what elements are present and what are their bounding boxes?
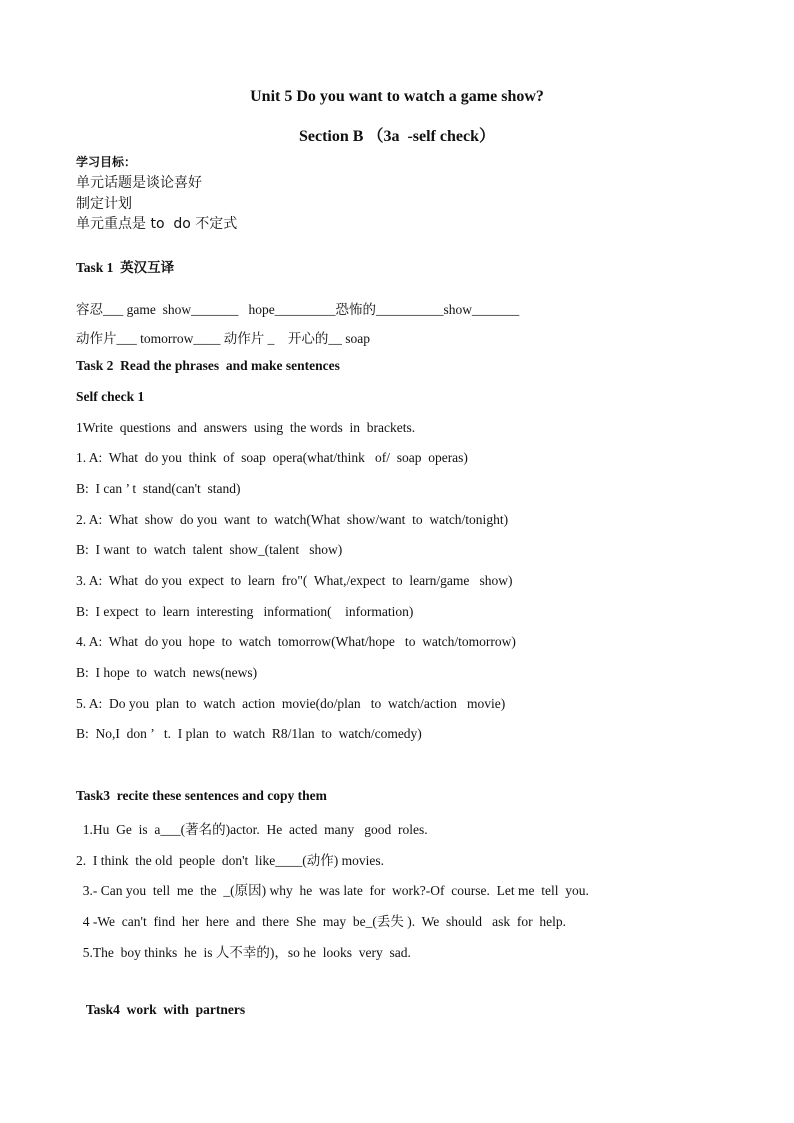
task3-heading: Task3 recite these sentences and copy them bbox=[76, 788, 327, 803]
goal-item: 制定计划 bbox=[76, 196, 132, 212]
goal-item: 单元话题是谈论喜好 bbox=[76, 175, 202, 191]
self-check-line: B: I can ’ t stand(can't stand) bbox=[76, 481, 241, 496]
task2-heading: Task 2 Read the phrases and make sentences bbox=[76, 358, 340, 373]
self-check-line: B: I want to watch talent show_(talent show) bbox=[76, 542, 343, 557]
task1-line: 动作片___ tomorrow____ 动作片 _ 开心的__ soap bbox=[76, 331, 370, 346]
section-subtitle: Section B （3a -self check） bbox=[299, 128, 495, 145]
task1-heading: Task 1 英汉互译 bbox=[76, 260, 175, 275]
self-check-line: 2. A: What show do you want to watch(What show/want to watch/tonight) bbox=[76, 512, 509, 527]
self-check-line: 1. A: What do you think of soap opera(what/think of/ soap operas) bbox=[76, 450, 468, 465]
task3-line: 3.- Can you tell me the _(原因) why he was late for work?-Of course. Let me tell you. bbox=[76, 883, 589, 898]
task4-heading: Task4 work with partners bbox=[76, 1002, 246, 1017]
self-check-line: 4. A: What do you hope to watch tomorrow(What/hope to watch/tomorrow) bbox=[76, 634, 516, 649]
self-check-line: B: I expect to learn interesting information( information) bbox=[76, 604, 414, 619]
self-check-line: B: No,I don ’ t. I plan to watch R8/1lan to watch/comedy) bbox=[76, 726, 422, 741]
goal-item: 单元重点是 to do 不定式 bbox=[76, 216, 238, 232]
task3-line: 2. I think the old people don't like____(动作) movies. bbox=[76, 853, 385, 868]
self-check-line: 3. A: What do you expect to learn fro"( What,/expect to learn/game show) bbox=[76, 573, 513, 588]
task3-line: 4 -We can't find her here and there She may be_(丢失 ). We should ask for help. bbox=[76, 914, 566, 929]
task3-line: 1.Hu Ge is a___(著名的)actor. He acted many good roles. bbox=[76, 822, 428, 837]
goals-heading: 学习目标： bbox=[76, 155, 137, 169]
task1-line: 容忍___ game show_______ hope_________恐怖的__________show_______ bbox=[76, 302, 520, 317]
self-check-line: B: I hope to watch news(news) bbox=[76, 665, 258, 680]
self-check-instruction: 1Write questions and answers using the words in brackets. bbox=[76, 420, 416, 435]
task3-line: 5.The boy thinks he is 人不幸的)，so he looks very sad. bbox=[76, 945, 411, 960]
page-title: Unit 5 Do you want to watch a game show? bbox=[250, 88, 544, 105]
self-check-heading: Self check 1 bbox=[76, 389, 145, 404]
self-check-line: 5. A: Do you plan to watch action movie(do/plan to watch/action movie) bbox=[76, 696, 506, 711]
